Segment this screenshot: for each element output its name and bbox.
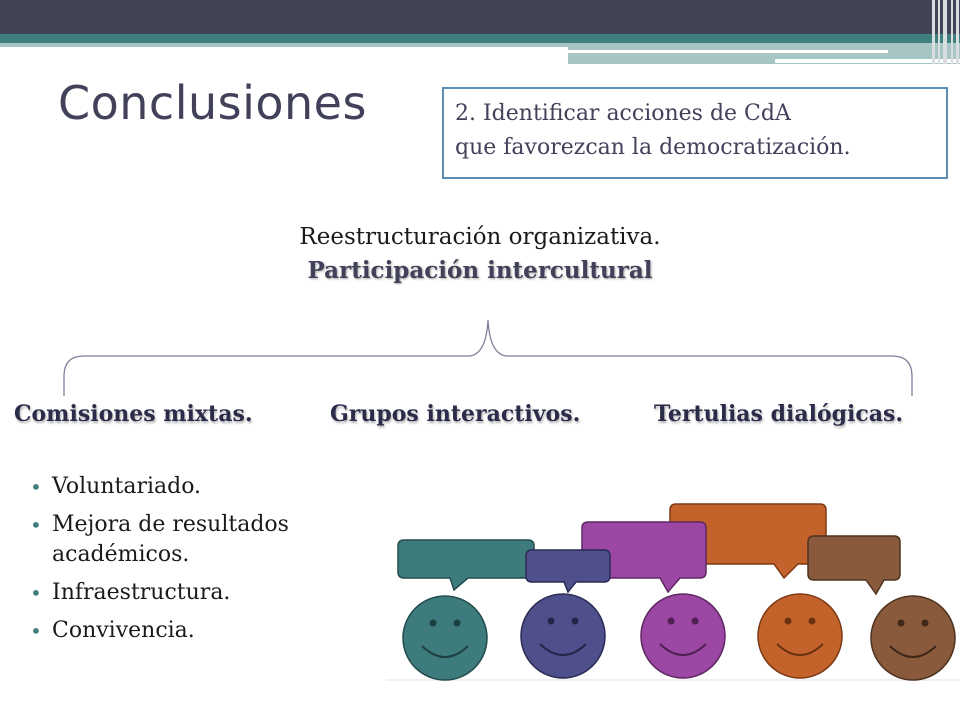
header-stripes — [930, 0, 960, 64]
bullet-item-continuation — [28, 540, 289, 570]
bullet-icon: • — [30, 475, 42, 499]
header-divider-line — [568, 50, 888, 53]
header-teal-band — [0, 34, 960, 43]
speech-bubbles-faces-icon — [380, 492, 960, 720]
grouping-brace — [0, 316, 960, 396]
bullet-item — [28, 616, 289, 646]
objective-box — [442, 87, 948, 179]
bullet-icon: • — [30, 619, 42, 643]
bullet-item — [28, 510, 289, 540]
category-label: Grupos interactivos. — [330, 401, 581, 427]
bullet-item — [28, 578, 289, 608]
objective-line: que favorezcan la democratización. — [455, 135, 851, 160]
bullet-list — [28, 472, 289, 654]
header-dark-band — [0, 0, 960, 34]
objective-line: 2. Identificar acciones de CdA — [455, 101, 791, 126]
header-bar — [0, 0, 960, 64]
bullet-text: académicos. — [52, 542, 190, 567]
bullet-icon: • — [30, 581, 42, 605]
category-label: Comisiones mixtas. — [14, 401, 253, 427]
bullet-icon: • — [30, 513, 42, 537]
header-light-band — [0, 43, 568, 47]
heading-line: Reestructuración organizativa. — [299, 224, 661, 250]
bullet-text: Infraestructura. — [52, 580, 231, 605]
bullet-text: Mejora de resultados — [52, 512, 289, 537]
category-label: Tertulias dialógicas. — [654, 401, 904, 427]
bullet-item — [28, 472, 289, 502]
heading-subtitle: Participación intercultural — [307, 257, 653, 284]
slide-title: Conclusiones — [58, 76, 367, 130]
bullet-text: Voluntariado. — [52, 474, 202, 499]
bullet-text: Convivencia. — [52, 618, 195, 643]
